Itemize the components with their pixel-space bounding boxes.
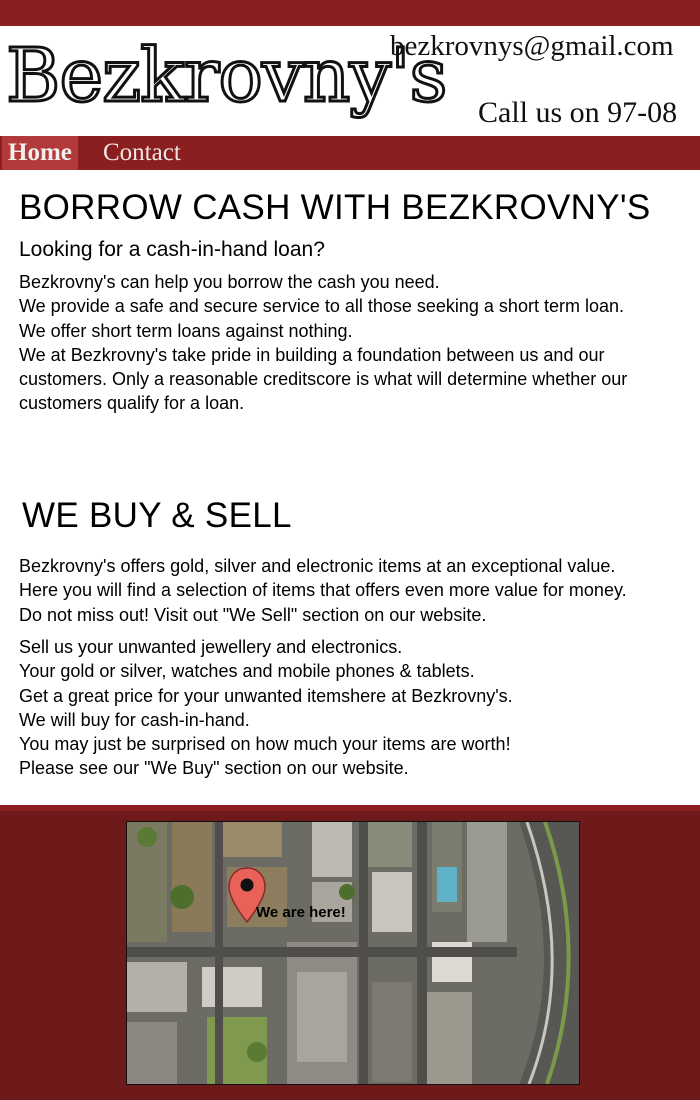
borrow-heading: BORROW CASH WITH BEZKROVNY'S	[19, 188, 651, 227]
nav-contact-link[interactable]: Contact	[103, 139, 181, 166]
borrow-line: We provide a safe and secure service to all those seeking a short term loan.	[19, 296, 624, 317]
borrow-line: We offer short term loans against nothing.	[19, 320, 353, 341]
buy-paragraph	[19, 635, 689, 781]
buy-line: Get a great price for your unwanted itemshere at Bezkrovny's.	[19, 685, 513, 706]
sell-line: Bezkrovny's offers gold, silver and electronic items at an exceptional value.	[19, 556, 616, 576]
top-accent-bar	[0, 0, 700, 26]
site-logo[interactable]: Bezkrovny's	[6, 33, 447, 119]
buysell-heading: WE BUY & SELL	[22, 496, 292, 535]
nav-home-link[interactable]: Home	[2, 136, 78, 170]
main-nav	[0, 136, 700, 170]
contact-email[interactable]: bezkrovnys@gmail.com	[390, 30, 674, 62]
borrow-subheading: Looking for a cash-in-hand loan?	[19, 238, 325, 261]
buy-line: We will buy for cash-in-hand.	[19, 709, 250, 730]
buy-line: You may just be surprised on how much your items are worth!	[19, 734, 511, 755]
location-map[interactable]	[126, 821, 580, 1085]
buy-line: Please see our "We Buy" section on our website.	[19, 758, 409, 779]
borrow-line: customers. Only a reasonable creditscore is what will determine whether our	[19, 369, 628, 390]
map-image	[127, 822, 579, 1084]
sell-line: Do not miss out! Visit out "We Sell" section on our website.	[19, 604, 487, 625]
borrow-line: Bezkrovny's can help you borrow the cash you need.	[19, 272, 440, 292]
map-marker-label: We are here!	[256, 904, 346, 921]
borrow-paragraph	[19, 270, 689, 416]
sell-line: Here you will find a selection of items that offers even more value for money.	[19, 580, 627, 601]
sell-paragraph	[19, 554, 689, 627]
borrow-line: We at Bezkrovny's take pride in building a foundation between us and our	[19, 344, 605, 365]
contact-phone: Call us on 97-08	[478, 96, 678, 129]
buy-line: Sell us your unwanted jewellery and electronics.	[19, 637, 403, 657]
borrow-line: customers qualify for a loan.	[19, 393, 245, 414]
site-header	[0, 26, 700, 136]
buy-line: Your gold or silver, watches and mobile phones & tablets.	[19, 661, 475, 682]
